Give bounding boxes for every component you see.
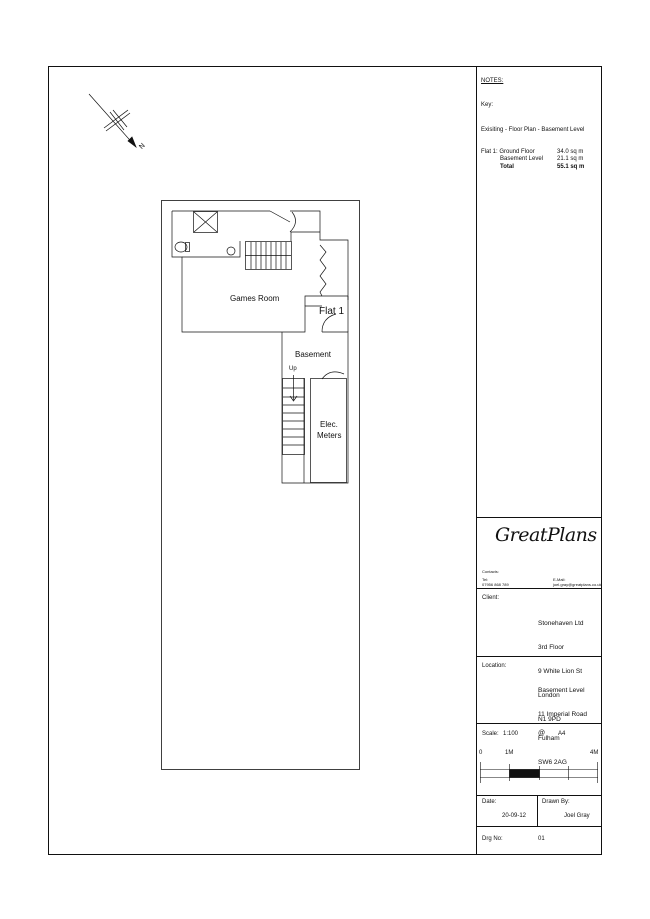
location-line-3: SW6 2AG (538, 759, 567, 766)
floor-plan (172, 211, 348, 483)
north-arrow-icon (89, 94, 136, 147)
plan-description: Exisiting - Floor Plan - Basement Level (481, 127, 585, 133)
north-label: N (138, 142, 147, 151)
scale-bar-label-1m: 1M (505, 750, 514, 756)
date-value: 20-09-12 (502, 813, 527, 819)
scale-value: 1:100 (503, 731, 519, 737)
client-line-1: 3rd Floor (538, 644, 565, 651)
room-label-basement: Basement (295, 350, 332, 359)
room-label-games-room: Games Room (230, 294, 280, 303)
location-label: Location: (482, 663, 507, 669)
location-line-1: 11 Imperial Road (538, 711, 588, 718)
drawn-by-label: Drawn By: (542, 799, 570, 805)
scale-label: Scale: (482, 731, 499, 737)
contacts-label: Contacts: (482, 569, 499, 574)
email-label: E-Mail: (553, 577, 566, 582)
email-value: joel.gray@greatplans.co.uk (553, 582, 602, 587)
tel-label: Tel: (482, 577, 489, 582)
client-label: Client: (482, 595, 500, 601)
company-logo: GreatPlans (495, 524, 597, 546)
location-line-0: Basement Level (538, 687, 585, 694)
date-label: Date: (482, 799, 497, 805)
client-line-2: 9 White Lion St (538, 668, 583, 675)
sheet-border (49, 67, 602, 855)
area-value-1: 21.1 sq m (557, 156, 584, 162)
area-label-1: Basement Level (500, 156, 544, 162)
client-line-3: London (538, 692, 560, 699)
key-label: Key: (481, 102, 494, 108)
client-line-4: N1 9PD (538, 716, 561, 723)
room-label-flat: Flat 1 (319, 306, 345, 317)
building-outline (162, 201, 360, 770)
location-line-2: Fulham (538, 735, 560, 742)
area-value-0: 34.0 sq m (557, 149, 584, 155)
scale-bar-label-0: 0 (479, 750, 483, 756)
scale-at: @ (538, 730, 546, 737)
drg-no-label: Drg No: (482, 836, 503, 842)
scale-bar-label-4m: 4M (590, 750, 599, 756)
drawn-by-value: Joel Gray (564, 813, 590, 819)
area-label-total: Total (500, 164, 514, 170)
drg-no-value: 01 (538, 836, 545, 842)
room-label-meters: Meters (317, 431, 342, 440)
client-line-0: Stonehaven Ltd (538, 620, 584, 627)
stair-up-label: Up (289, 366, 297, 372)
area-label-0: Flat 1: Ground Floor (481, 149, 535, 155)
notes-heading: NOTES: (481, 78, 504, 84)
area-value-total: 55.1 sq m (557, 164, 585, 170)
room-label-elec: Elec. (320, 420, 338, 429)
location-address (538, 671, 587, 783)
paper-size: A4 (558, 731, 566, 737)
tel-value: 07956 868 789 (482, 582, 509, 587)
